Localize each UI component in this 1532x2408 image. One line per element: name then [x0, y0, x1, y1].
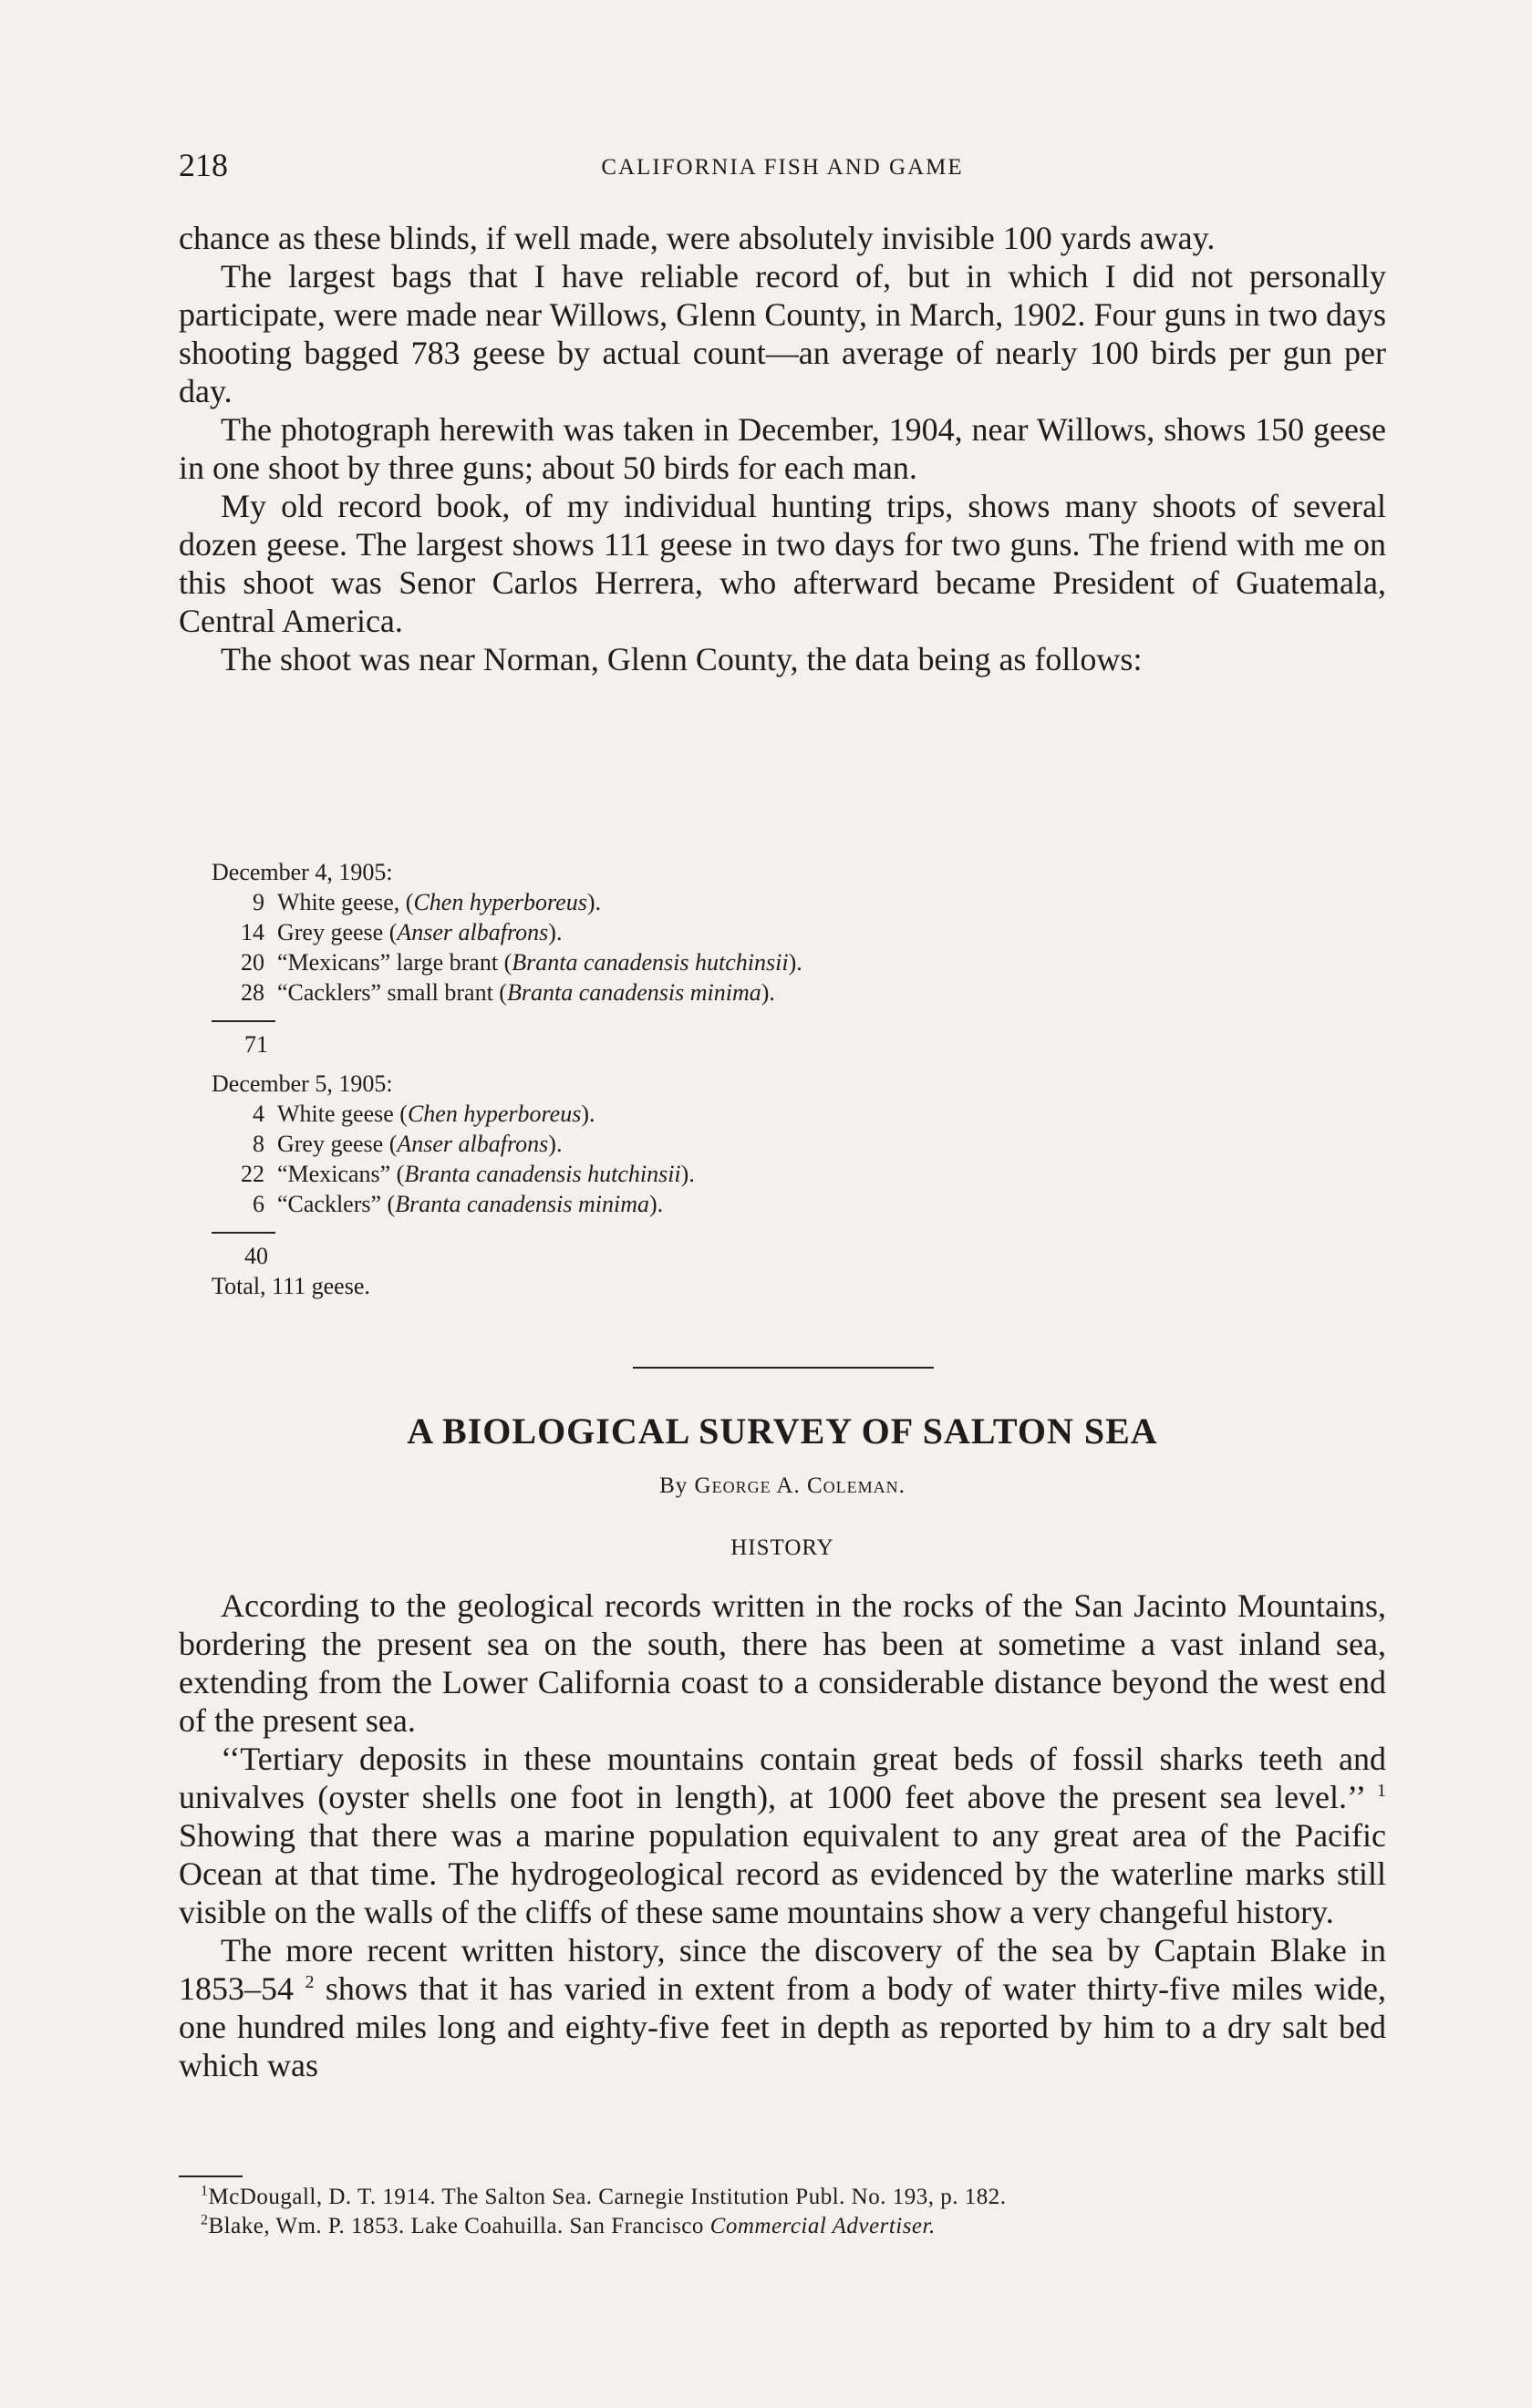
page-number: 218: [179, 147, 228, 183]
entry-scientific-name: Chen hyperboreus: [407, 1101, 582, 1127]
entry-scientific-name: Chen hyperboreus: [413, 889, 587, 915]
footnote-ref: 2: [305, 1972, 315, 1992]
byline-prefix: By: [659, 1473, 688, 1498]
entry-name: “Cacklers”: [277, 1191, 382, 1217]
entry-count: 28: [241, 979, 264, 1006]
footnote-text: Blake, Wm. P. 1853. Lake Coahuilla. San Francisco: [208, 2214, 710, 2238]
entry-count: 9: [253, 889, 264, 915]
entry-name: Grey geese: [277, 1131, 384, 1157]
record-date: December 4, 1905:: [212, 859, 393, 885]
entry-name: “Cacklers” small brant: [277, 979, 493, 1006]
entry-name: “Mexicans”: [277, 1161, 391, 1187]
footnote-ref: 1: [1377, 1781, 1387, 1801]
entry-count: 14: [241, 919, 264, 946]
footnote: [179, 2214, 1386, 2239]
record-entry: 4 White geese (Chen hyperboreus).: [212, 1099, 1215, 1129]
record-date: December 5, 1905:: [212, 1070, 393, 1097]
hunt-record: [212, 857, 1215, 1301]
record-entry: 14 Grey geese (Anser albafrons).: [212, 917, 1215, 947]
entry-name: White geese: [277, 1101, 394, 1127]
paragraph: The photograph herewith was taken in December, 1904, near Willows, shows 150 geese in one shoot by three guns; about 50 birds for each man.: [179, 411, 1386, 486]
record-entry: 9 White geese, (Chen hyperboreus).: [212, 887, 1215, 917]
paragraph-text: Showing that there was a marine population equivalent to any great area of the Pacific Ocean at that time. The hydrogeological record as evidenced by the waterline marks still visible on the walls of the cliffs of these same mountains show a very changeful history.: [179, 1817, 1386, 1930]
section-divider: [633, 1367, 934, 1369]
sum-rule: [212, 1232, 275, 1234]
entry-count: 6: [253, 1191, 264, 1217]
article-title: A BIOLOGICAL SURVEY OF SALTON SEA: [407, 1411, 1158, 1452]
article-text: [179, 1586, 1386, 2084]
paragraph: chance as these blinds, if well made, were absolutely invisible 100 yards away.: [179, 220, 1216, 256]
footnote-italic: Commercial Advertiser.: [709, 2214, 936, 2238]
record-total: Total, 111 geese.: [212, 1273, 370, 1299]
paragraph: [179, 1740, 1386, 1931]
record-entry: 22 “Mexicans” (Branta canadensis hutchinsii).: [212, 1159, 1215, 1189]
record-subtotal: 40: [244, 1243, 268, 1269]
entry-scientific-name: Branta canadensis minima: [506, 979, 761, 1006]
paragraph: [179, 1931, 1386, 2084]
entry-scientific-name: Branta canadensis hutchinsii: [404, 1161, 681, 1187]
paragraph-text: shows that it has varied in extent from a body of water thirty-five miles wide, one hundred miles long and eighty-five feet in depth as reported by him to a dry salt bed which was: [179, 1970, 1387, 2083]
record-entry: 28 “Cacklers” small brant (Branta canadensis minima).: [212, 977, 1215, 1008]
entry-count: 8: [253, 1131, 264, 1157]
paragraph-text: ‘‘Tertiary deposits in these mountains contain great beds of fossil sharks teeth and univalves (oyster shells one foot in length), at 1000 feet above the present sea level.’’: [179, 1741, 1386, 1815]
footnote-rule: [179, 2175, 243, 2177]
body-text: [179, 219, 1386, 678]
entry-count: 4: [253, 1101, 264, 1127]
paragraph: The shoot was near Norman, Glenn County, the data being as follows:: [221, 641, 1143, 677]
paragraph: My old record book, of my individual hunting trips, shows many shoots of several dozen geese. The largest shows 111 geese in two days for two guns. The friend with me on this shoot was Senor Carlos Herrera, who afterward became President of Guatemala, Central America.: [179, 488, 1386, 639]
page-header: [179, 146, 1386, 195]
footnote-mark: 1: [201, 2183, 209, 2199]
footnote: [179, 2185, 1386, 2210]
paragraph: The largest bags that I have reliable record of, but in which I did not personally participate, were made near Willows, Glenn County, in March, 1902. Four guns in two days shooting bagged 783 geese by actual count—an average of nearly 100 birds per gun per day.: [179, 258, 1386, 409]
entry-scientific-name: Branta canadensis hutchinsii: [512, 949, 789, 976]
entry-name: Grey geese: [277, 919, 384, 946]
record-subtotal: 71: [244, 1031, 268, 1058]
paragraph: According to the geological records written in the rocks of the San Jacinto Mountains, bordering the present sea on the south, there has been at sometime a vast inland sea, extending from the Lower California coast to a considerable distance beyond the west end of the present sea.: [179, 1587, 1386, 1739]
entry-count: 22: [241, 1161, 264, 1187]
record-entry: 6 “Cacklers” (Branta canadensis minima).: [212, 1189, 1215, 1219]
footnote-mark: 2: [201, 2212, 209, 2228]
record-entry: 20 “Mexicans” large brant (Branta canadensis hutchinsii).: [212, 947, 1215, 977]
entry-scientific-name: Anser albafrons: [397, 1131, 549, 1157]
running-title: CALIFORNIA FISH AND GAME: [601, 155, 964, 180]
paragraph-text: The more recent written history, since the discovery of the sea by Captain Blake in 1853–54: [179, 1932, 1386, 2007]
entry-name: White geese,: [277, 889, 400, 915]
footnote-text: McDougall, D. T. 1914. The Salton Sea. Carnegie Institution Publ. No. 193, p. 182.: [208, 2185, 1007, 2209]
entry-scientific-name: Anser albafrons: [397, 919, 549, 946]
byline: [179, 1473, 1386, 1499]
section-heading: HISTORY: [730, 1535, 834, 1560]
author-name: George A. Coleman.: [694, 1473, 906, 1498]
entry-scientific-name: Branta canadensis minima: [395, 1191, 649, 1217]
sum-rule: [212, 1020, 275, 1022]
footnotes: [179, 2185, 1386, 2243]
entry-name: “Mexicans” large brant: [277, 949, 499, 976]
entry-count: 20: [241, 949, 264, 976]
record-entry: 8 Grey geese (Anser albafrons).: [212, 1129, 1215, 1159]
